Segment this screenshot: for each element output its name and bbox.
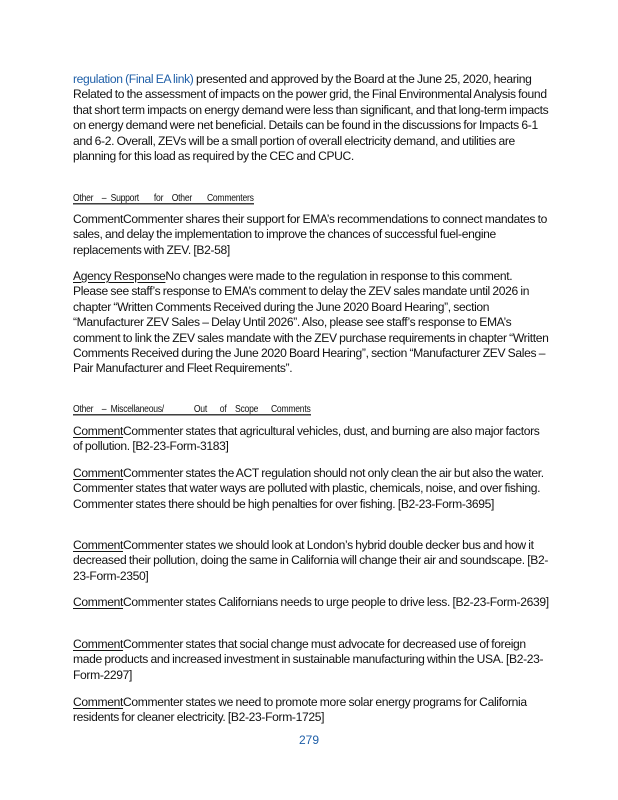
comment-label: Comment [73, 212, 123, 226]
comment-text: Commenter states we should look at London’s hybrid double decker bus and how it decreased their pollution, doing the same in California will change their air and soundscape. [B2-23-Form-2350] [73, 538, 549, 583]
comment-label: Comment [73, 695, 123, 709]
comment-text: Commenter shares their support for EMA’s recommendations to connect mandates to sales, and delay the implementation to improve the chances of successful fuel-engine replacements with ZEV. [B2-58] [73, 212, 547, 257]
comment-paragraph [73, 637, 549, 683]
section-heading-support: Other – Support for Other Commenters [73, 191, 254, 204]
comment-paragraph [73, 695, 549, 726]
agency-response-paragraph [73, 269, 549, 377]
comment-paragraph [73, 466, 549, 512]
comment-text: Commenter states that social change must advocate for decreased use of foreign made products and increased investment in sustainable manufacturing within the USA. [B2-23-Form-2297] [73, 637, 544, 682]
comment-paragraph [73, 595, 549, 610]
comment-text: Commenter states Californians needs to urge people to drive less. [B2-23-Form-2639] [122, 595, 549, 609]
agency-response-text: No changes were made to the regulation in response to this comment. Please see staff’s response to EMA’s comment to delay the ZEV sales mandate until 2026 in chapter “Written Comments Received during the June 2020 Board Hearing”, section “Manufacturer ZEV Sales – Delay Until 2026”. Also, please see staff’s response to EMA’s comment to link the ZEV sales mandate with the ZEV purchase requirements in chapter “Written Comments Received during the June 2020 Board Hearing”, section “Manufacturer ZEV Sales – Pair Manufacturer and Fleet Requirements”. [73, 269, 549, 376]
agency-response-label: Agency Response [73, 269, 166, 283]
comment-text: Commenter states we need to promote more solar energy programs for California residents for cleaner electricity. [B2-23-Form-1725] [73, 695, 527, 725]
comment-label: Comment [73, 595, 123, 609]
page-number: 279 [298, 733, 320, 747]
comment-paragraph [73, 212, 549, 258]
comment-label: Comment [73, 424, 123, 438]
comment-paragraph [73, 538, 549, 584]
comment-label: Comment [73, 466, 123, 480]
intro-paragraph [73, 72, 549, 164]
section-heading-miscellaneous: Other – Miscellaneous/ Out of Scope Comments [73, 402, 311, 415]
comment-text: Commenter states that agricultural vehicles, dust, and burning are also major factors of pollution. [B2-23-Form-3183] [73, 424, 540, 454]
comment-paragraph [73, 424, 549, 455]
comment-text: Commenter states the ACT regulation should not only clean the air but also the water. Commenter states that water ways are polluted with plastic, chemicals, noise, and over fishing. Commenter states there should be high penalties for over fishing. [B2-23-Form-3695] [73, 466, 544, 511]
comment-label: Comment [73, 538, 123, 552]
final-ea-link[interactable]: regulation (Final EA link) [73, 72, 194, 86]
intro-text: presented and approved by the Board at the June 25, 2020, hearing Related to the assessment of impacts on the power grid, the Final Environmental Analysis found that short term impacts on energy demand were less than significant, and that long-term impacts on energy demand were net beneficial. Details can be found in the discussions for Impacts 6-1 and 6-2. Overall, ZEVs will be a small portion of overall electricity demand, and utilities are planning for this load as required by the CEC and CPUC. [73, 72, 549, 164]
comment-label: Comment [73, 637, 123, 651]
